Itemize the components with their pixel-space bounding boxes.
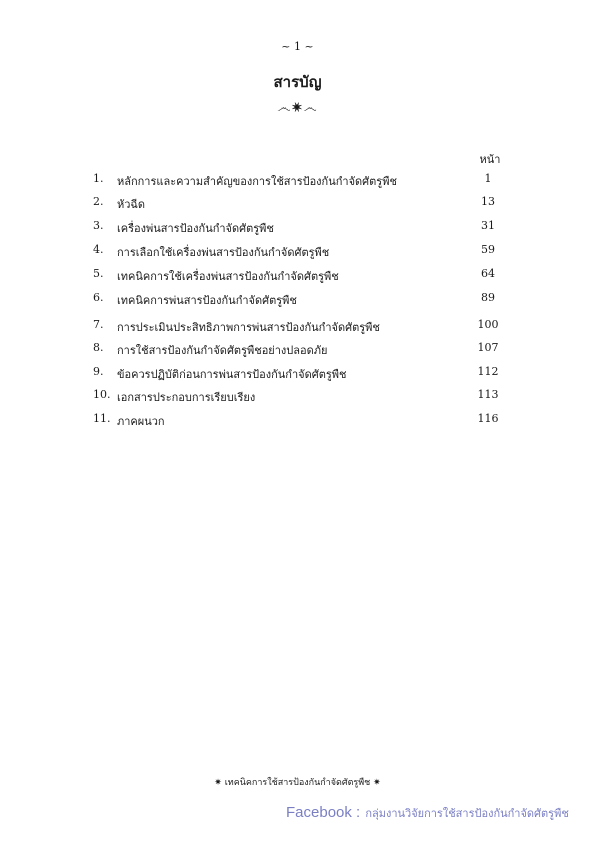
page-number: ~ 1 ~ [281,40,314,53]
toc-number: 4. [93,243,104,256]
toc-title: เครื่องพ่นสารป้องกันกำจัดศัตรูพืช [117,222,274,235]
page-title: สารบัญ [273,73,322,91]
toc-page: 100 [477,318,499,331]
toc-page: 31 [481,219,495,232]
toc-page: 116 [477,412,499,425]
toc-title: เอกสารประกอบการเรียบเรียง [117,391,256,404]
toc-number: 11. [93,412,111,425]
toc-row [0,318,595,336]
toc-row [0,388,595,406]
toc-number: 10. [93,388,111,401]
ornament-divider: ෴✷෴ [277,100,318,116]
footer-note: ✷ เทคนิคการใช้สารป้องกันกำจัดศัตรูพืช ✷ [214,778,381,788]
toc-page: 13 [481,195,495,208]
facebook-credit [286,802,586,822]
toc-row [0,243,595,261]
toc-row [0,365,595,383]
toc-row [0,291,595,309]
toc-page: 64 [481,267,495,280]
toc-page: 112 [477,365,499,378]
facebook-group-name: กลุ่มงานวิจัยการใช้สารป้องกันกำจัดศัตรูพืช [365,808,569,820]
toc-title: ข้อควรปฏิบัติก่อนการพ่นสารป้องกันกำจัดศัตรูพืช [117,368,347,381]
toc-page: 1 [484,172,492,185]
toc-title: เทคนิคการใช้เครื่องพ่นสารป้องกันกำจัดศัตรูพืช [117,270,339,283]
toc-title: การใช้สารป้องกันกำจัดศัตรูพืชอย่างปลอดภัย [117,344,328,357]
toc-title: หลักการและความสำคัญของการใช้สารป้องกันกำจัดศัตรูพืช [117,175,397,188]
toc-number: 3. [93,219,104,232]
toc-row [0,412,595,430]
toc-page: 113 [477,388,499,401]
toc-row [0,219,595,237]
toc-number: 7. [93,318,104,331]
toc-row [0,195,595,213]
toc-title: หัวฉีด [117,198,146,211]
toc-page: 107 [477,341,499,354]
toc-title: การประเมินประสิทธิภาพการพ่นสารป้องกันกำจัดศัตรูพืช [117,321,380,334]
toc-row [0,172,595,190]
page-column-header: หน้า [479,153,501,166]
toc-number: 8. [93,341,104,354]
toc-page: 59 [481,243,495,256]
facebook-label: Facebook : [286,804,361,821]
toc-number: 5. [93,267,104,280]
toc-title: ภาคผนวก [117,415,165,428]
toc-row [0,267,595,285]
toc-title: เทคนิคการพ่นสารป้องกันกำจัดศัตรูพืช [117,294,297,307]
toc-row [0,341,595,359]
toc-number: 9. [93,365,104,378]
toc-title: การเลือกใช้เครื่องพ่นสารป้องกันกำจัดศัตรูพืช [117,246,330,259]
toc-number: 6. [93,291,104,304]
toc-page: 89 [481,291,495,304]
toc-number: 2. [93,195,104,208]
toc-number: 1. [93,172,104,185]
